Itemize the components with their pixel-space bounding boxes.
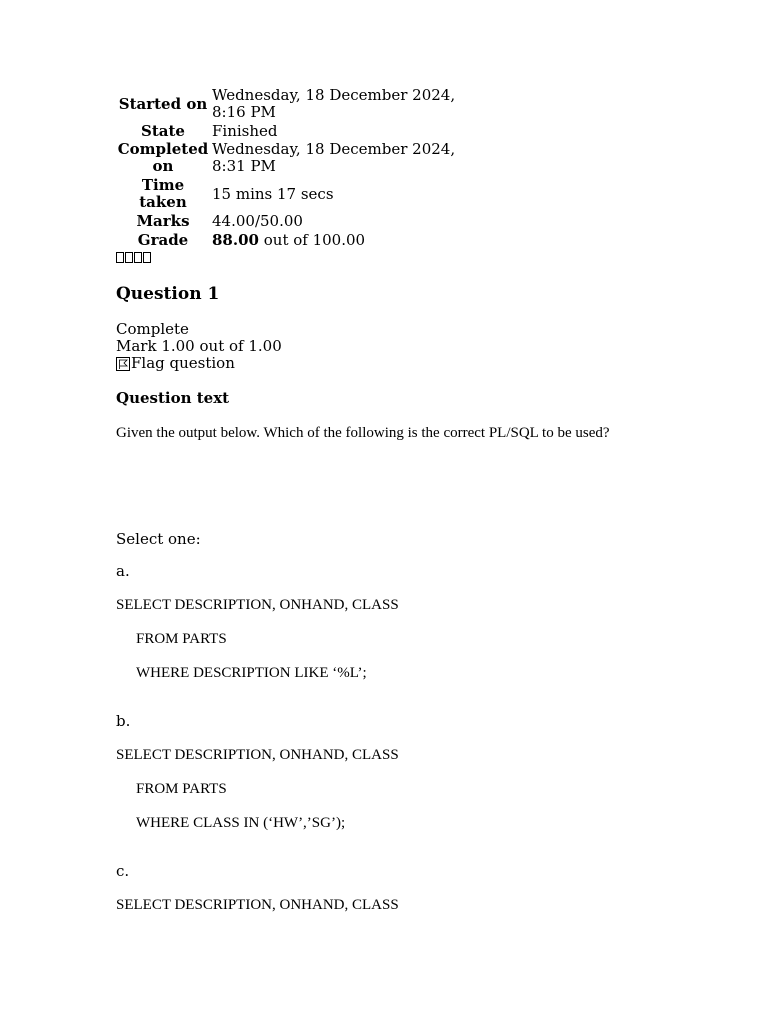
option-code-line: FROM PARTS bbox=[136, 781, 227, 797]
option-code-line: WHERE CLASS IN (‘HW’,’SG’); bbox=[136, 815, 346, 831]
summary-row-started bbox=[116, 86, 472, 122]
answer-option-a[interactable] bbox=[116, 562, 736, 682]
question-number: Question 1 bbox=[116, 284, 220, 304]
option-letter: b. bbox=[116, 712, 131, 730]
completed-label: Completed on bbox=[117, 140, 209, 175]
started-label: Started on bbox=[118, 94, 208, 113]
grade-out-of: out of 100.00 bbox=[258, 231, 366, 249]
grade-value bbox=[212, 231, 472, 250]
quiz-review-page bbox=[116, 86, 736, 914]
question-info bbox=[116, 321, 736, 372]
option-code-line: WHERE DESCRIPTION LIKE ‘%L’; bbox=[136, 665, 367, 681]
option-letter: a. bbox=[116, 562, 130, 580]
option-code-line: SELECT DESCRIPTION, ONHAND, CLASS bbox=[116, 747, 399, 763]
summary-row-marks bbox=[116, 212, 472, 231]
option-code-line: FROM PARTS bbox=[136, 631, 227, 647]
answer-option-c[interactable] bbox=[116, 862, 736, 914]
summary-row-time bbox=[116, 176, 472, 212]
time-taken-label: Time taken bbox=[139, 176, 187, 211]
question-text-heading: Question text bbox=[116, 389, 230, 407]
flag-question-label: Flag question bbox=[131, 354, 235, 372]
summary-row-state bbox=[116, 122, 472, 140]
completed-value: Wednesday, 18 December 2024, 8:31 PM bbox=[212, 140, 456, 175]
missing-glyph-boxes bbox=[116, 252, 736, 263]
flag-question-link[interactable] bbox=[116, 355, 736, 372]
missing-glyph-icon bbox=[134, 252, 142, 263]
state-value: Finished bbox=[212, 121, 278, 140]
select-one-prompt: Select one: bbox=[116, 530, 201, 548]
state-label: State bbox=[141, 121, 185, 140]
missing-glyph-icon bbox=[125, 252, 133, 263]
question-mark: Mark 1.00 out of 1.00 bbox=[116, 337, 282, 355]
summary-row-completed bbox=[116, 140, 472, 176]
grade-score: 88.00 bbox=[212, 231, 259, 249]
marks-value: 44.00/50.00 bbox=[212, 212, 303, 230]
started-value: Wednesday, 18 December 2024, 8:16 PM bbox=[212, 86, 456, 121]
time-taken-value: 15 mins 17 secs bbox=[212, 184, 334, 203]
missing-glyph-icon bbox=[143, 252, 151, 263]
grade-label: Grade bbox=[137, 231, 189, 249]
flag-icon bbox=[116, 357, 130, 371]
question-status: Complete bbox=[116, 320, 189, 338]
option-code-line: SELECT DESCRIPTION, ONHAND, CLASS bbox=[116, 597, 399, 613]
option-code-line: SELECT DESCRIPTION, ONHAND, CLASS bbox=[116, 897, 399, 913]
marks-label: Marks bbox=[136, 212, 190, 230]
question-text: Given the output below. Which of the following is the correct PL/SQL to be used? bbox=[116, 425, 610, 441]
answer-option-b[interactable] bbox=[116, 712, 736, 832]
option-letter: c. bbox=[116, 862, 130, 880]
missing-glyph-icon bbox=[116, 252, 124, 263]
attempt-summary-table bbox=[116, 86, 472, 250]
summary-row-grade bbox=[116, 231, 472, 250]
